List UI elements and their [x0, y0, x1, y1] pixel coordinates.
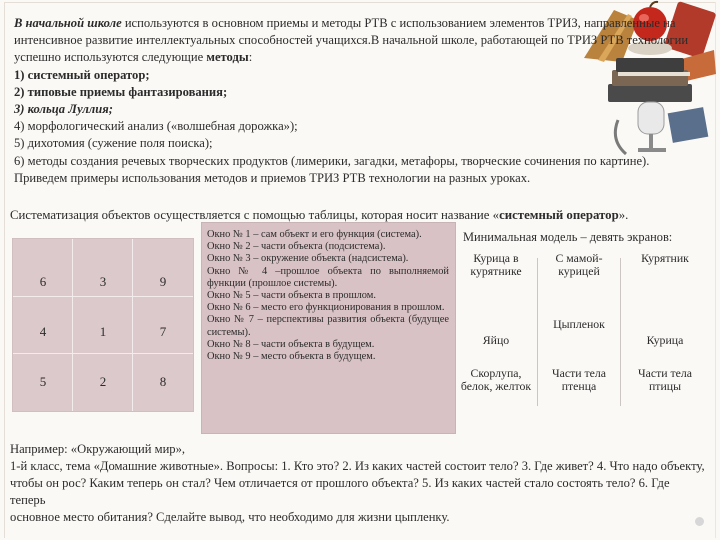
method-item-4: 4) морфологический анализ («волшебная дорожка»); [14, 119, 298, 134]
grid-cell: 8 [159, 374, 167, 389]
example-text [10, 441, 708, 526]
example-line-3: основное место обитания? Сделайте вывод, что необходимо для жизни цыпленку. [10, 510, 450, 525]
intro-lead-rest: используются в основном приемы и методы РТВ с использованием элементов ТРИЗ, направленные на интенсивное развитие интеллектуальных способностей учащихся.В начальной школе, работающей по ТРИЗ РТВ технологии успешно используются следующие [14, 16, 689, 65]
intro-lead [14, 15, 694, 67]
grid-divider [537, 258, 538, 406]
minimal-model-title: Минимальная модель – девять экранов: [463, 230, 673, 244]
system-operator-name: системный оператор [499, 208, 619, 222]
method-item-3: 3) кольца Луллия; [14, 102, 113, 117]
intro-lead-em: В начальной школе [14, 16, 122, 30]
grid-cell: 7 [159, 324, 167, 339]
nine-screens-grid [455, 252, 710, 412]
grid-cell: 3 [99, 274, 107, 289]
screen-cell: Цыпленок [553, 317, 605, 331]
system-text-after: ». [618, 208, 629, 222]
example-line-2: 1-й класс, тема «Домашние животные». Вопросы: 1. Кто это? 2. Из каких частей состоит тело? 3. Где живет? 4. Что надо объекту, чтобы он рос? Каким теперь он стал? Чем отличается от прошлого объекта? 5. Из каких частей стало состоять тело? 6. Где теперь [10, 459, 705, 508]
window-9-text: Окно № 9 – место объекта в будущем. [207, 351, 376, 363]
method-item-6: 6) методы создания речевых творческих продуктов (лимерики, загадки, метафоры, творческие сочинения по картине). [14, 153, 650, 168]
grid-cell: 4 [39, 324, 47, 339]
intro-closing: Приведем примеры использования методов и приемов ТРИЗ РТВ технологии на разных уроках. [14, 170, 531, 185]
grid-cell: 9 [159, 274, 167, 289]
screen-cell: Части тела птицы [637, 366, 693, 393]
grid-line [132, 239, 133, 411]
screen-cell: Яйцо [482, 333, 510, 347]
screen-cell: Курица [646, 333, 684, 347]
example-line-1: Например: «Окружающий мир», [10, 442, 186, 456]
window-6-text: Окно № 6 – место его функционирования в прошлом. [207, 302, 445, 314]
window-5-text: Окно № 5 – части объекта в прошлом. [207, 290, 376, 302]
window-8-text: Окно № 8 – части объекта в будущем. [207, 338, 375, 350]
screen-cell: Части тела птенца [551, 366, 607, 393]
grid-cell: 2 [99, 374, 107, 389]
window-descriptions [202, 223, 455, 363]
intro-lead-colon: : [248, 50, 253, 65]
screen-cell: Курица в курятнике [470, 251, 522, 278]
grid-cell: 6 [39, 274, 47, 289]
frame-line-left [4, 2, 5, 538]
screen-cell: Курятник [641, 251, 689, 265]
screen-cell: Скорлупа, белок, желток [460, 366, 532, 393]
method-item-1: 1) системный оператор; [14, 67, 150, 82]
method-item-2: 2) типовые приемы фантазирования; [14, 84, 228, 99]
window-1-text: Окно № 1 – сам объект и его функция (система). [207, 229, 422, 240]
windows-description-panel [201, 222, 456, 434]
system-text-before: Систематизация объектов осуществляется с помощью таблицы, которая носит название « [10, 208, 500, 222]
grid-cell: 5 [39, 374, 47, 389]
apple-stem [650, 2, 658, 7]
grid-line [72, 239, 73, 411]
slide-dot-icon [695, 517, 704, 526]
grid-divider [620, 258, 621, 406]
screen-cell: С мамой-курицей [555, 251, 603, 278]
window-7-text: Окно № 7 – перспективы развития объекта (будущее системы). [207, 314, 449, 338]
window-3-text: Окно № 3 – окружение объекта (надсистема). [207, 253, 409, 265]
window-4-text: Окно № 4 –прошлое объекта по выполняемой функции (прошлое системы). [207, 265, 449, 289]
method-item-5: 5) дихотомия (сужение поля поиска); [14, 136, 213, 151]
system-operator-grid [12, 238, 194, 412]
window-2-text: Окно № 2 – части объекта (подсистема). [207, 241, 386, 253]
intro-text [14, 15, 694, 187]
grid-cell: 1 [99, 324, 107, 339]
intro-lead-bold: методы [206, 50, 249, 65]
